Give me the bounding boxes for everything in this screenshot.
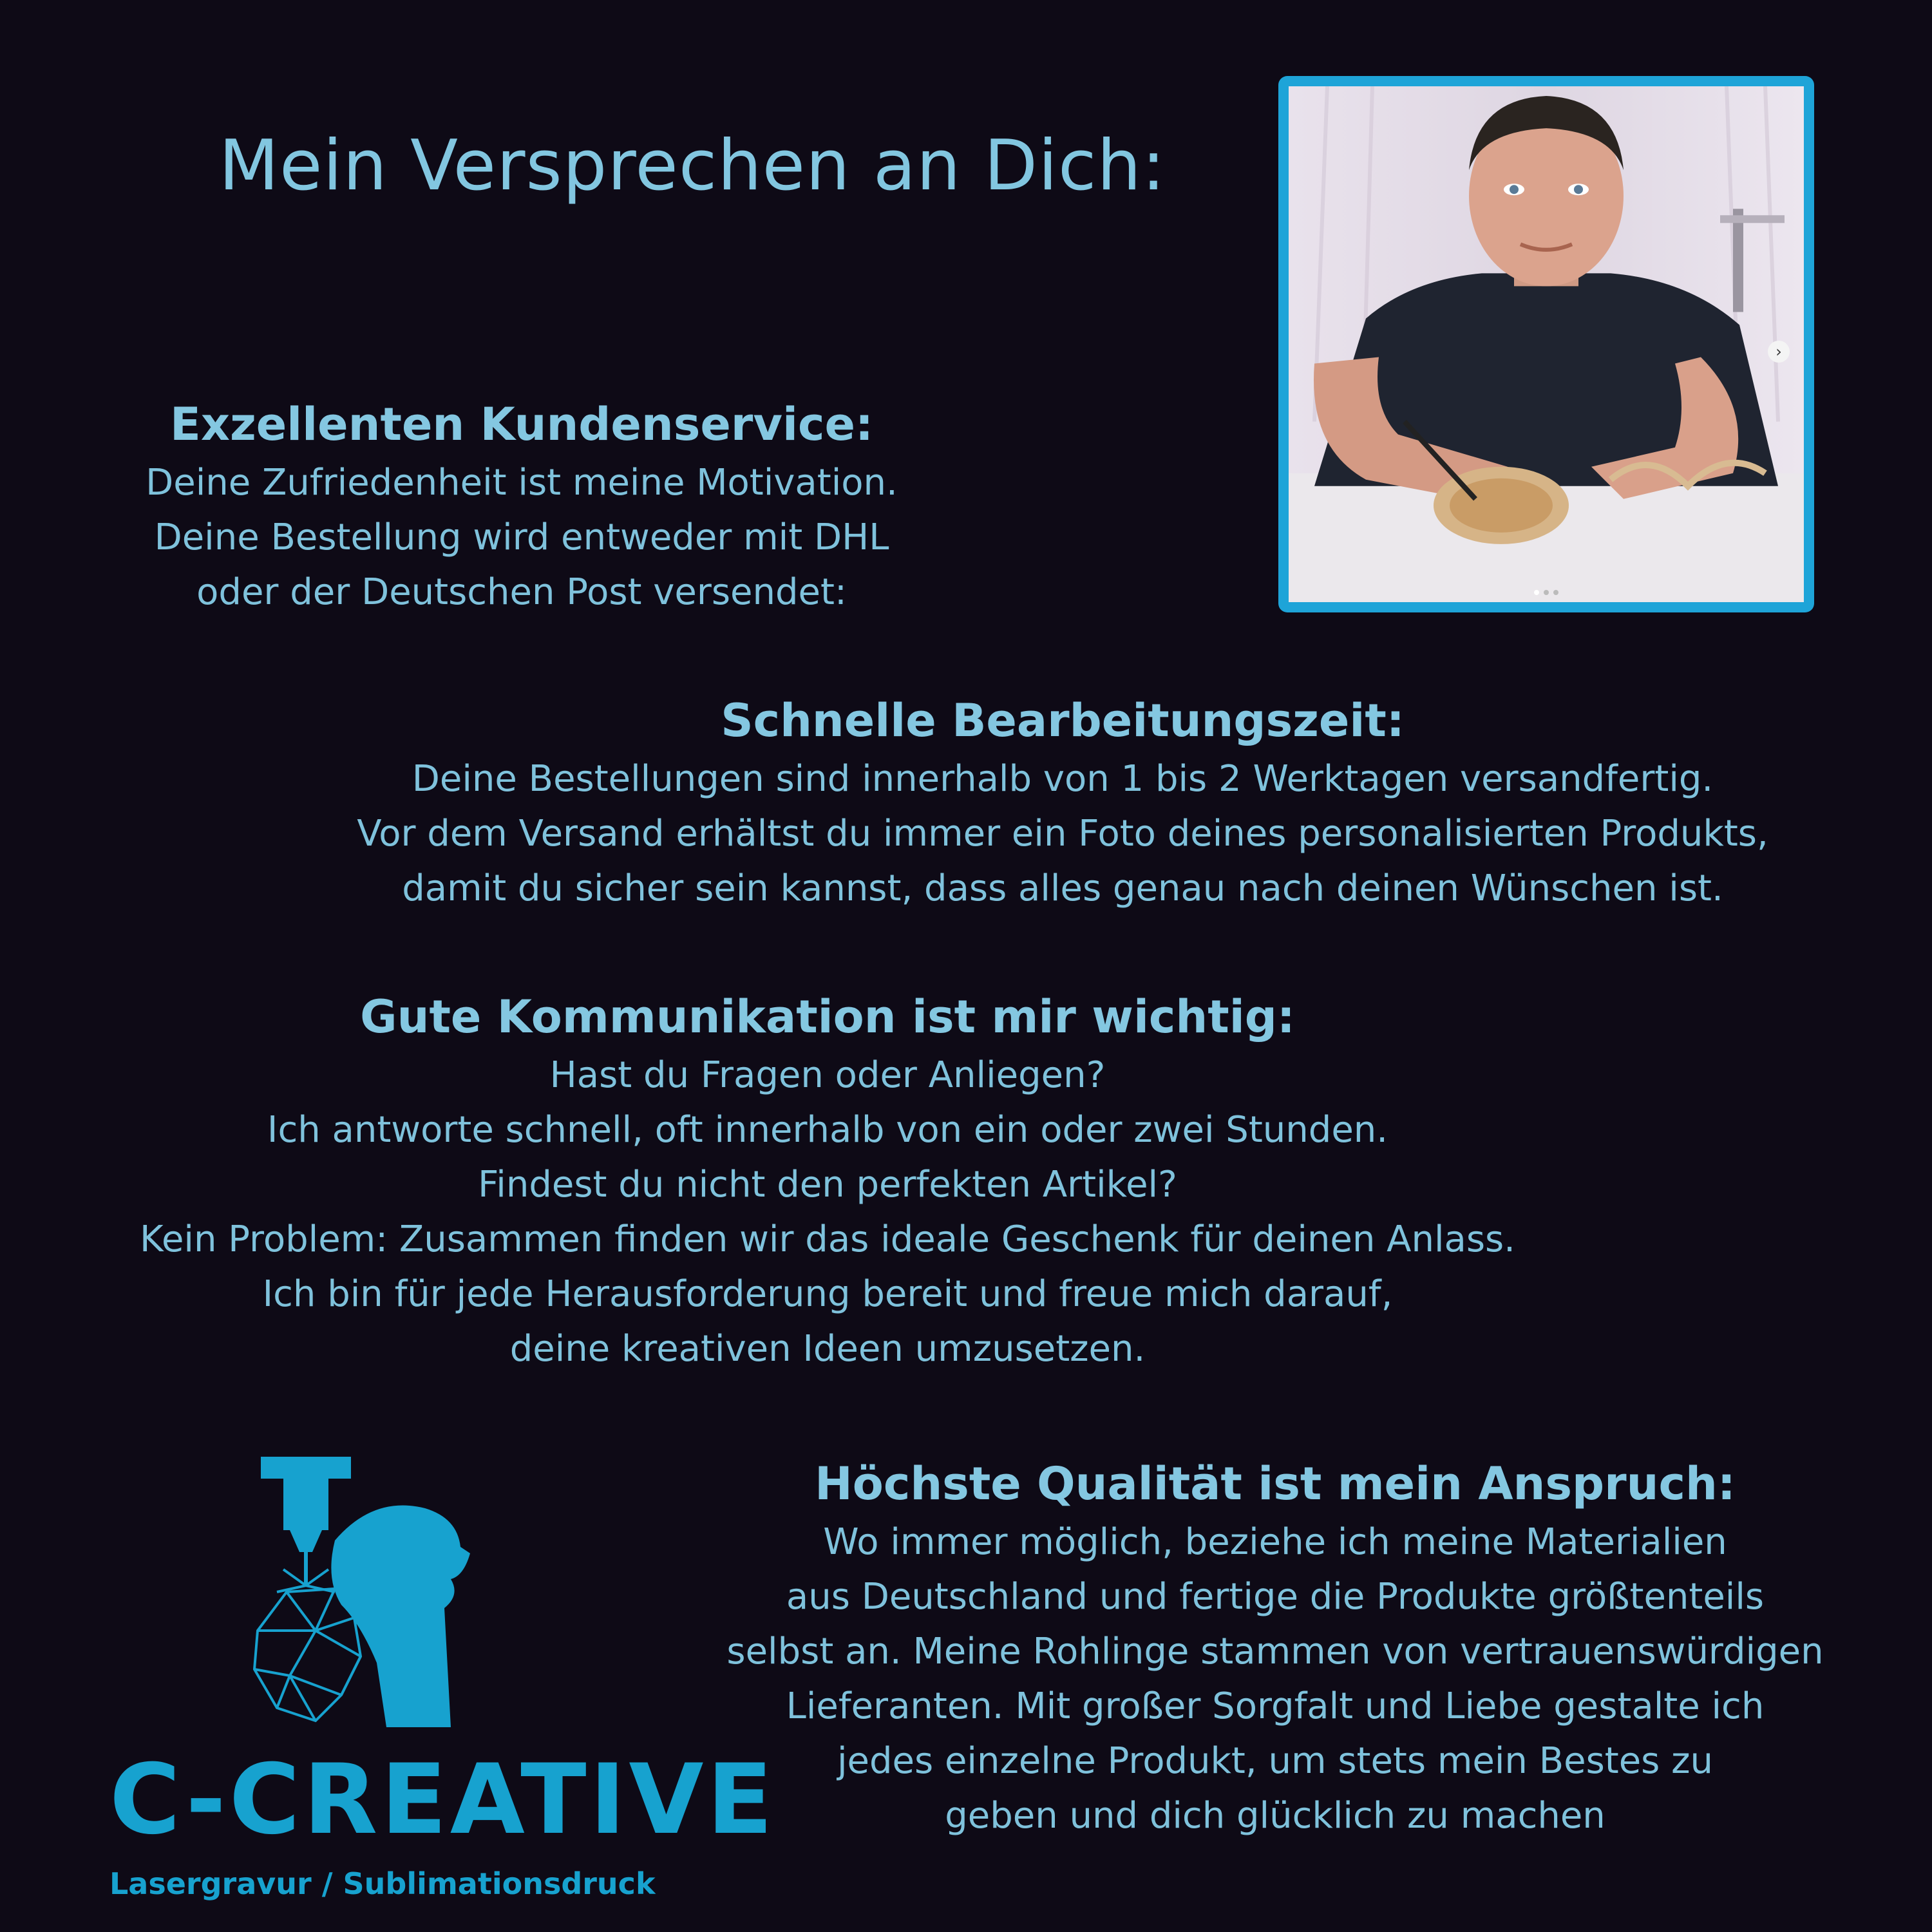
- section-heading: Höchste Qualität ist mein Anspruch:: [815, 1457, 1736, 1510]
- section-communication: [97, 987, 1558, 1376]
- section-line: oder der Deutschen Post versendet:: [196, 571, 847, 613]
- section-line: Ich antworte schnell, oft innerhalb von ein oder zwei Stunden.: [267, 1109, 1388, 1151]
- page-title: Mein Versprechen an Dich:: [218, 126, 1166, 206]
- section-line: selbst an. Meine Rohlinge stammen von vertrauenswürdigen: [726, 1631, 1824, 1672]
- owner-photo: [1278, 76, 1814, 612]
- section-line: Findest du nicht den perfekten Artikel?: [478, 1164, 1177, 1206]
- section-line: Ich bin für jede Herausforderung bereit und freue mich darauf,: [262, 1273, 1393, 1315]
- section-line: Deine Bestellungen sind innerhalb von 1 bis 2 Werktagen versandfertig.: [412, 758, 1714, 800]
- brand-tagline: Lasergravur / Sublimationsdruck: [109, 1866, 656, 1901]
- section-quality: [696, 1454, 1855, 1843]
- section-heading: Schnelle Bearbeitungszeit:: [721, 694, 1405, 747]
- section-customer-service: [64, 394, 979, 620]
- section-line: Hast du Fragen oder Anliegen?: [549, 1054, 1106, 1096]
- owner-photo-illustration: [1289, 86, 1804, 602]
- gorilla-laser-logo-icon: [238, 1457, 509, 1727]
- section-processing-time: [322, 690, 1803, 916]
- section-line: Lieferanten. Mit großer Sorgfalt und Liebe gestalte ich: [786, 1685, 1765, 1727]
- section-line: Vor dem Versand erhältst du immer ein Foto deines personalisierten Produkts,: [357, 813, 1768, 855]
- section-heading: Exzellenten Kundenservice:: [170, 398, 873, 451]
- section-heading: Gute Kommunikation ist mir wichtig:: [360, 990, 1295, 1043]
- section-line: deine kreativen Ideen umzusetzen.: [509, 1328, 1146, 1370]
- carousel-next-icon[interactable]: ›: [1768, 341, 1790, 363]
- section-line: geben und dich glücklich zu machen: [945, 1795, 1605, 1837]
- section-line: Deine Bestellung wird entweder mit DHL: [154, 516, 889, 558]
- section-line: damit du sicher sein kannst, dass alles genau nach deinen Wünschen ist.: [402, 867, 1723, 909]
- section-line: Wo immer möglich, beziehe ich meine Materialien: [823, 1521, 1727, 1563]
- section-line: jedes einzelne Produkt, um stets mein Bestes zu: [837, 1740, 1714, 1782]
- brand-name: C-CREATIVE: [109, 1744, 776, 1856]
- section-line: Kein Problem: Zusammen finden wir das ideale Geschenk für deinen Anlass.: [140, 1218, 1515, 1260]
- section-line: Deine Zufriedenheit ist meine Motivation.: [146, 462, 898, 504]
- section-line: aus Deutschland und fertige die Produkte größtenteils: [786, 1576, 1765, 1618]
